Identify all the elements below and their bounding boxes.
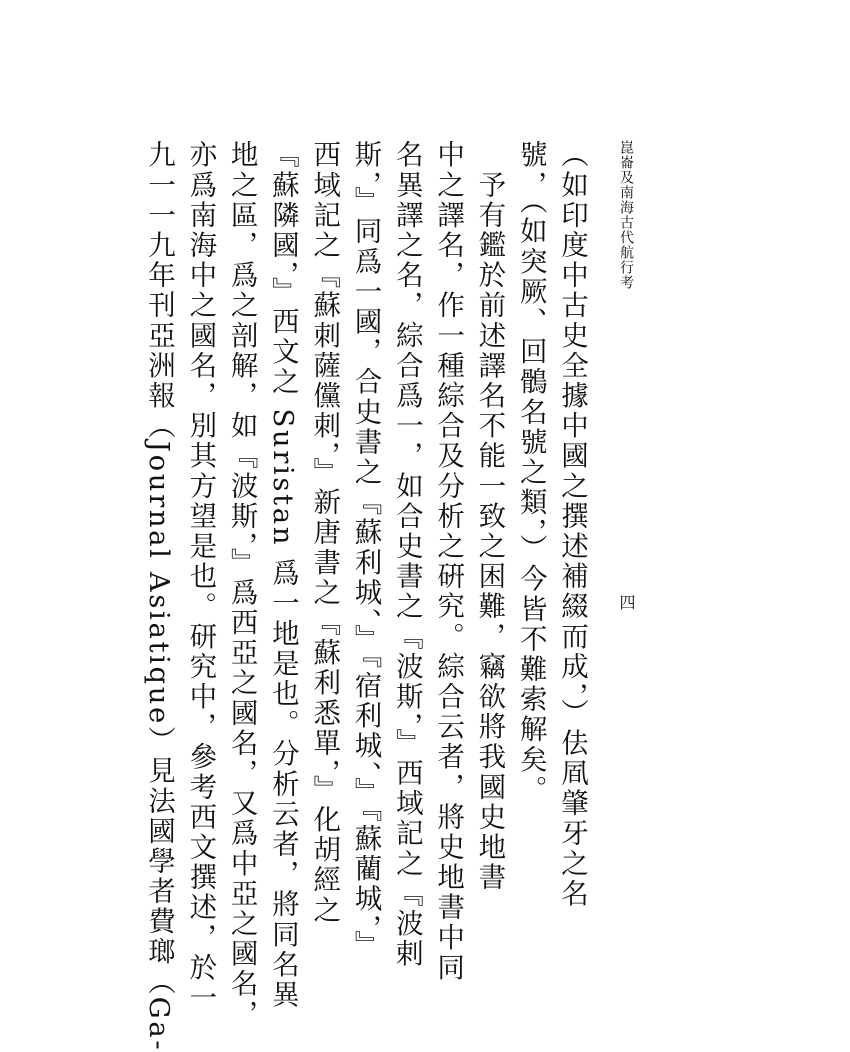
text-line: 地之區，爲之剖解，如『波斯，』爲西亞之國名，又爲中亞之國名， bbox=[225, 140, 258, 1030]
page-number: 四 bbox=[617, 594, 636, 610]
body-text bbox=[138, 140, 592, 1052]
text-line: 予有鑑於前述譯名不能一致之困難，竊欲將我國史地書 bbox=[473, 140, 506, 893]
text-line: （如印度中古史全據中國之撰述補綴而成，）佉凮肇牙之名 bbox=[556, 140, 588, 909]
running-head: 崑崙及南海古代航行考 bbox=[618, 140, 634, 290]
text-line: 名異譯之名，綜合爲一，如合史書之『波斯，』西域記之『波剌 bbox=[390, 140, 423, 970]
text-line: 亦爲南海中之國名，別其方望是也。研究中，參考西文撰述，於一 bbox=[184, 140, 217, 1013]
text-line: 號，（如突厥、回鶻名號之類，）今皆不難索解矣。 bbox=[514, 140, 547, 805]
text-line: 西域記之『蘇刺薩儻刺，』新唐書之『蘇利悉單，』化胡經之 bbox=[308, 140, 341, 926]
text-line: 斯，』同爲一國，合史書之『蘇利城、』『宿利城、』『蘇藺城，』 bbox=[349, 140, 382, 961]
text-line: 『蘇隣國，』西文之 Suristan 爲一地是也。分析云者，將同名異 bbox=[266, 140, 299, 1010]
text-line: 中之譯名，作一種綜合及分析之硏究。綜合云者，將史地書中同 bbox=[432, 140, 465, 983]
text-line: 九一一九年刊亞洲報（Journal Asiatique）見法國學者費瑯（Ga- bbox=[143, 140, 176, 1052]
